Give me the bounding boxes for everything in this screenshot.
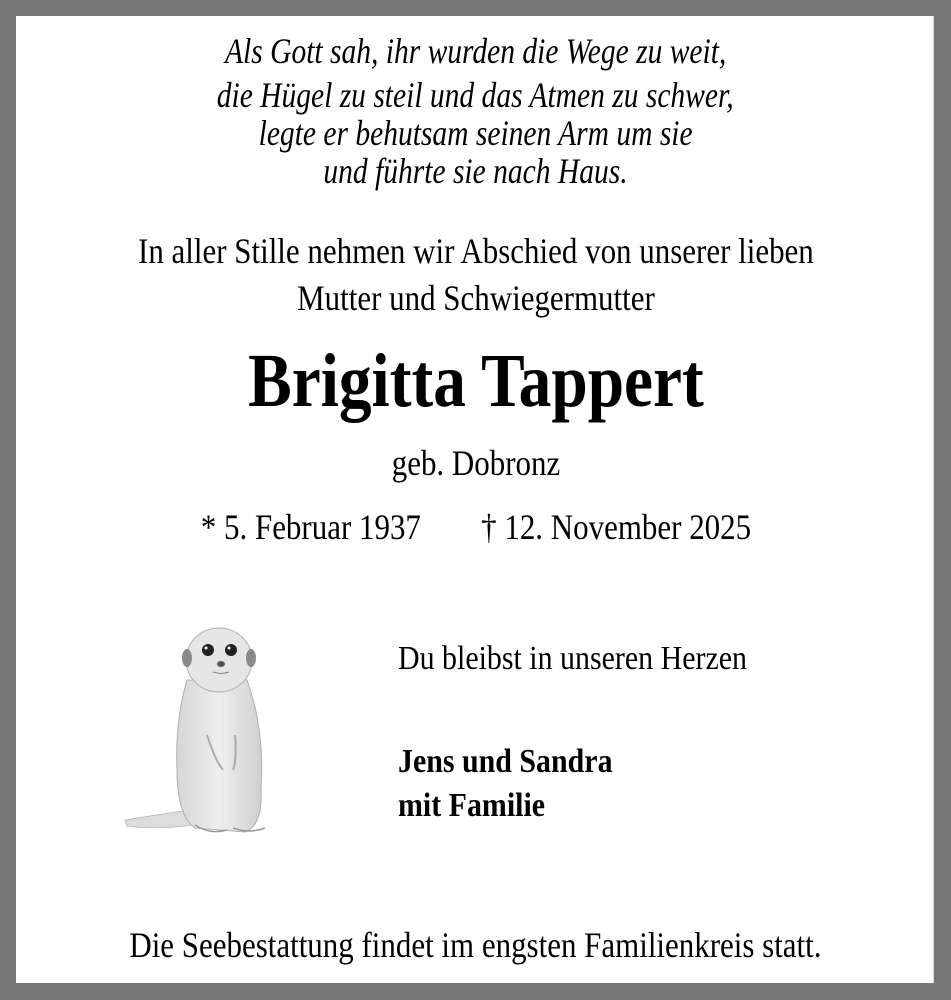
life-dates — [0, 506, 951, 548]
mourners-line-1: Jens und Sandra — [398, 743, 613, 780]
poem-line-1: Als Gott sah, ihr wurden die Wege zu weit, — [224, 31, 727, 71]
intro-line-2: Mutter und Schwiegermutter — [296, 278, 655, 318]
farewell-message: Du bleibst in unseren Herzen — [398, 640, 747, 677]
mourners-line-2: mit Familie — [398, 787, 546, 824]
deceased-name: Brigitta Tappert — [247, 339, 704, 423]
poem-line-2: die Hügel zu steil und das Atmen zu schwer, — [217, 75, 734, 115]
burial-notice: Die Seebestattung findet im engsten Familienkreis statt. — [129, 925, 822, 965]
poem-line-3: legte er behutsam seinen Arm um sie — [258, 113, 693, 153]
maiden-name: geb. Dobronz — [391, 443, 560, 483]
poem-line-4: und führte sie nach Haus. — [323, 151, 628, 191]
birth-date: * 5. Februar 1937 — [200, 507, 421, 547]
meerkat-illustration — [115, 620, 275, 845]
death-date: † 12. November 2025 — [480, 507, 751, 547]
intro-line-1: In aller Stille nehmen wir Abschied von unserer lieben — [137, 231, 814, 271]
